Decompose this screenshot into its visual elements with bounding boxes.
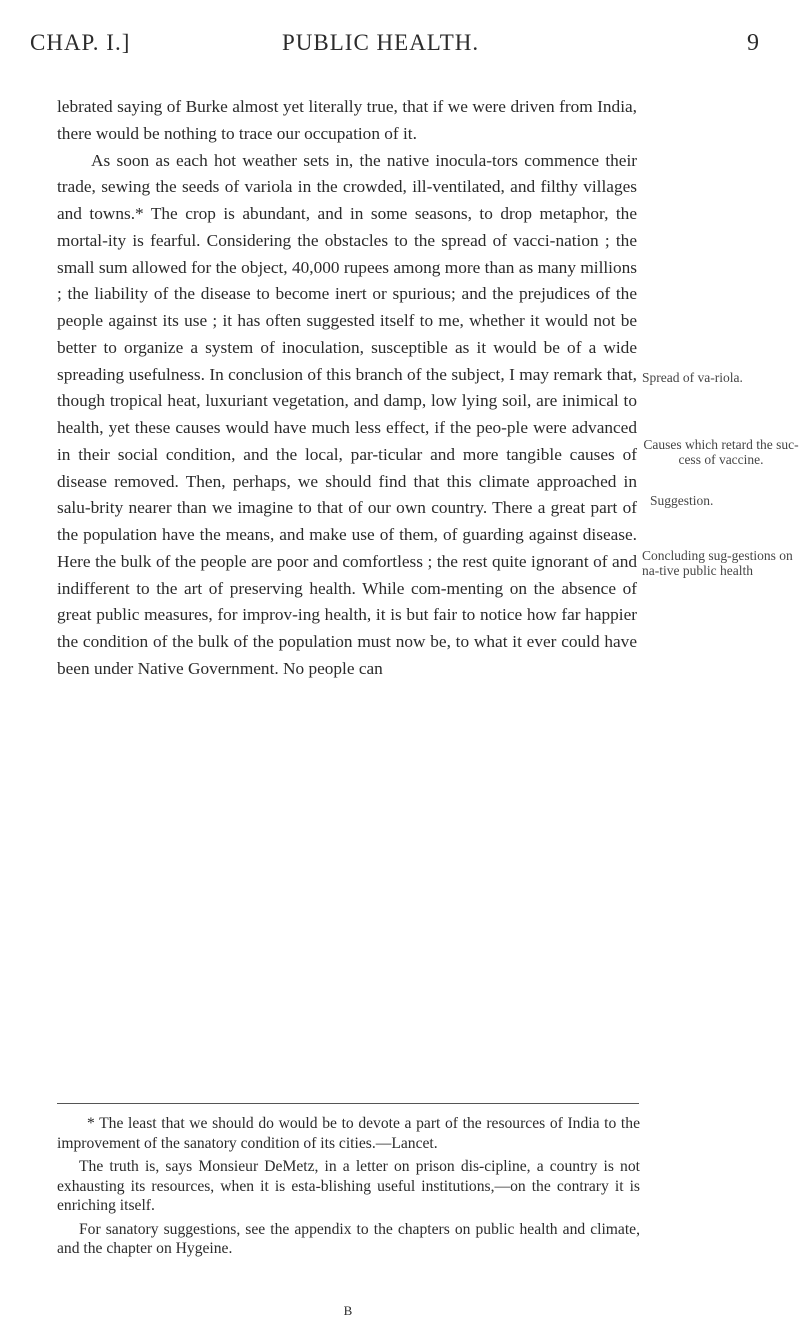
running-header (30, 30, 770, 70)
page-title: PUBLIC HEALTH. (282, 30, 480, 55)
margin-note-suggestion: Suggestion. (650, 493, 714, 508)
footnote-divider (57, 1103, 639, 1104)
footnote-2: The truth is, says Monsieur DeMetz, in a letter on prison dis-cipline, a country is not exhausting its resources, when it is esta-blishing useful institutions,—on the contrary it is enriching itself. (57, 1158, 640, 1214)
paragraph-2: As soon as each hot weather sets in, the native inocula-tors commence their trade, sewing the seeds of variola in the crowded, ill-ventilated, and filthy villages and towns.* The crop is abundant, and in some seasons, to drop metaphor, the mortal-ity is fearful. Considering the obstacles to the spread of vacci-nation ; the small sum allowed for the object, 40,000 rupees among more than as many millions ; the liability of the disease to become inert or spurious; and the prejudices of the people against its use ; it has often suggested itself to me, whether it would not be better to organize a system of inoculation, susceptible as it would be of a wide spreading usefulness. In conclusion of this branch of the subject, I may remark that, though tropical heat, luxuriant vegetation, and damp, low lying soil, are inimical to health, yet these causes would have much less effect, if the peo-ple were advanced in their social condition, and the local, par-ticular and more tangible causes of disease removed. Then, perhaps, we should find that this climate approached in salu-brity nearer than we imagine to that of our own country. There a great part of the population have the means, and make use of them, of guarding against disease. Here the bulk of the people are poor and comfortless ; the rest quite ignorant of and indifferent to the art of preserving health. While com-menting on the absence of great public measures, for improv-ing health, it is but fair to notice how far happier the condition of the bulk of the population must now be, to what it ever could have been under Native Government. No people can (57, 150, 637, 678)
signature-mark: B (343, 1303, 353, 1318)
chapter-heading: CHAP. I.] (30, 30, 131, 55)
margin-note-concluding: Concluding sug-gestions on na-tive public health (642, 548, 793, 578)
footnote-1: * The least that we should do would be to devote a part of the resources of India to the improvement of the sanatory condition of its cities.—Lancet. (57, 1115, 640, 1152)
paragraph-1: lebrated saying of Burke almost yet literally true, that if we were driven from India, there would be nothing to trace our occupation of it. (57, 97, 637, 143)
page-number: 9 (747, 30, 760, 56)
body-text (57, 94, 637, 683)
margin-note-spread: Spread of va-riola. (642, 370, 743, 385)
footnote-3: For sanatory suggestions, see the appendix to the chapters on public health and climate, and the chapter on Hygeine. (57, 1220, 640, 1257)
footnotes (57, 1114, 640, 1263)
margin-note-causes: Causes which retard the suc-cess of vaccine. (643, 437, 799, 467)
